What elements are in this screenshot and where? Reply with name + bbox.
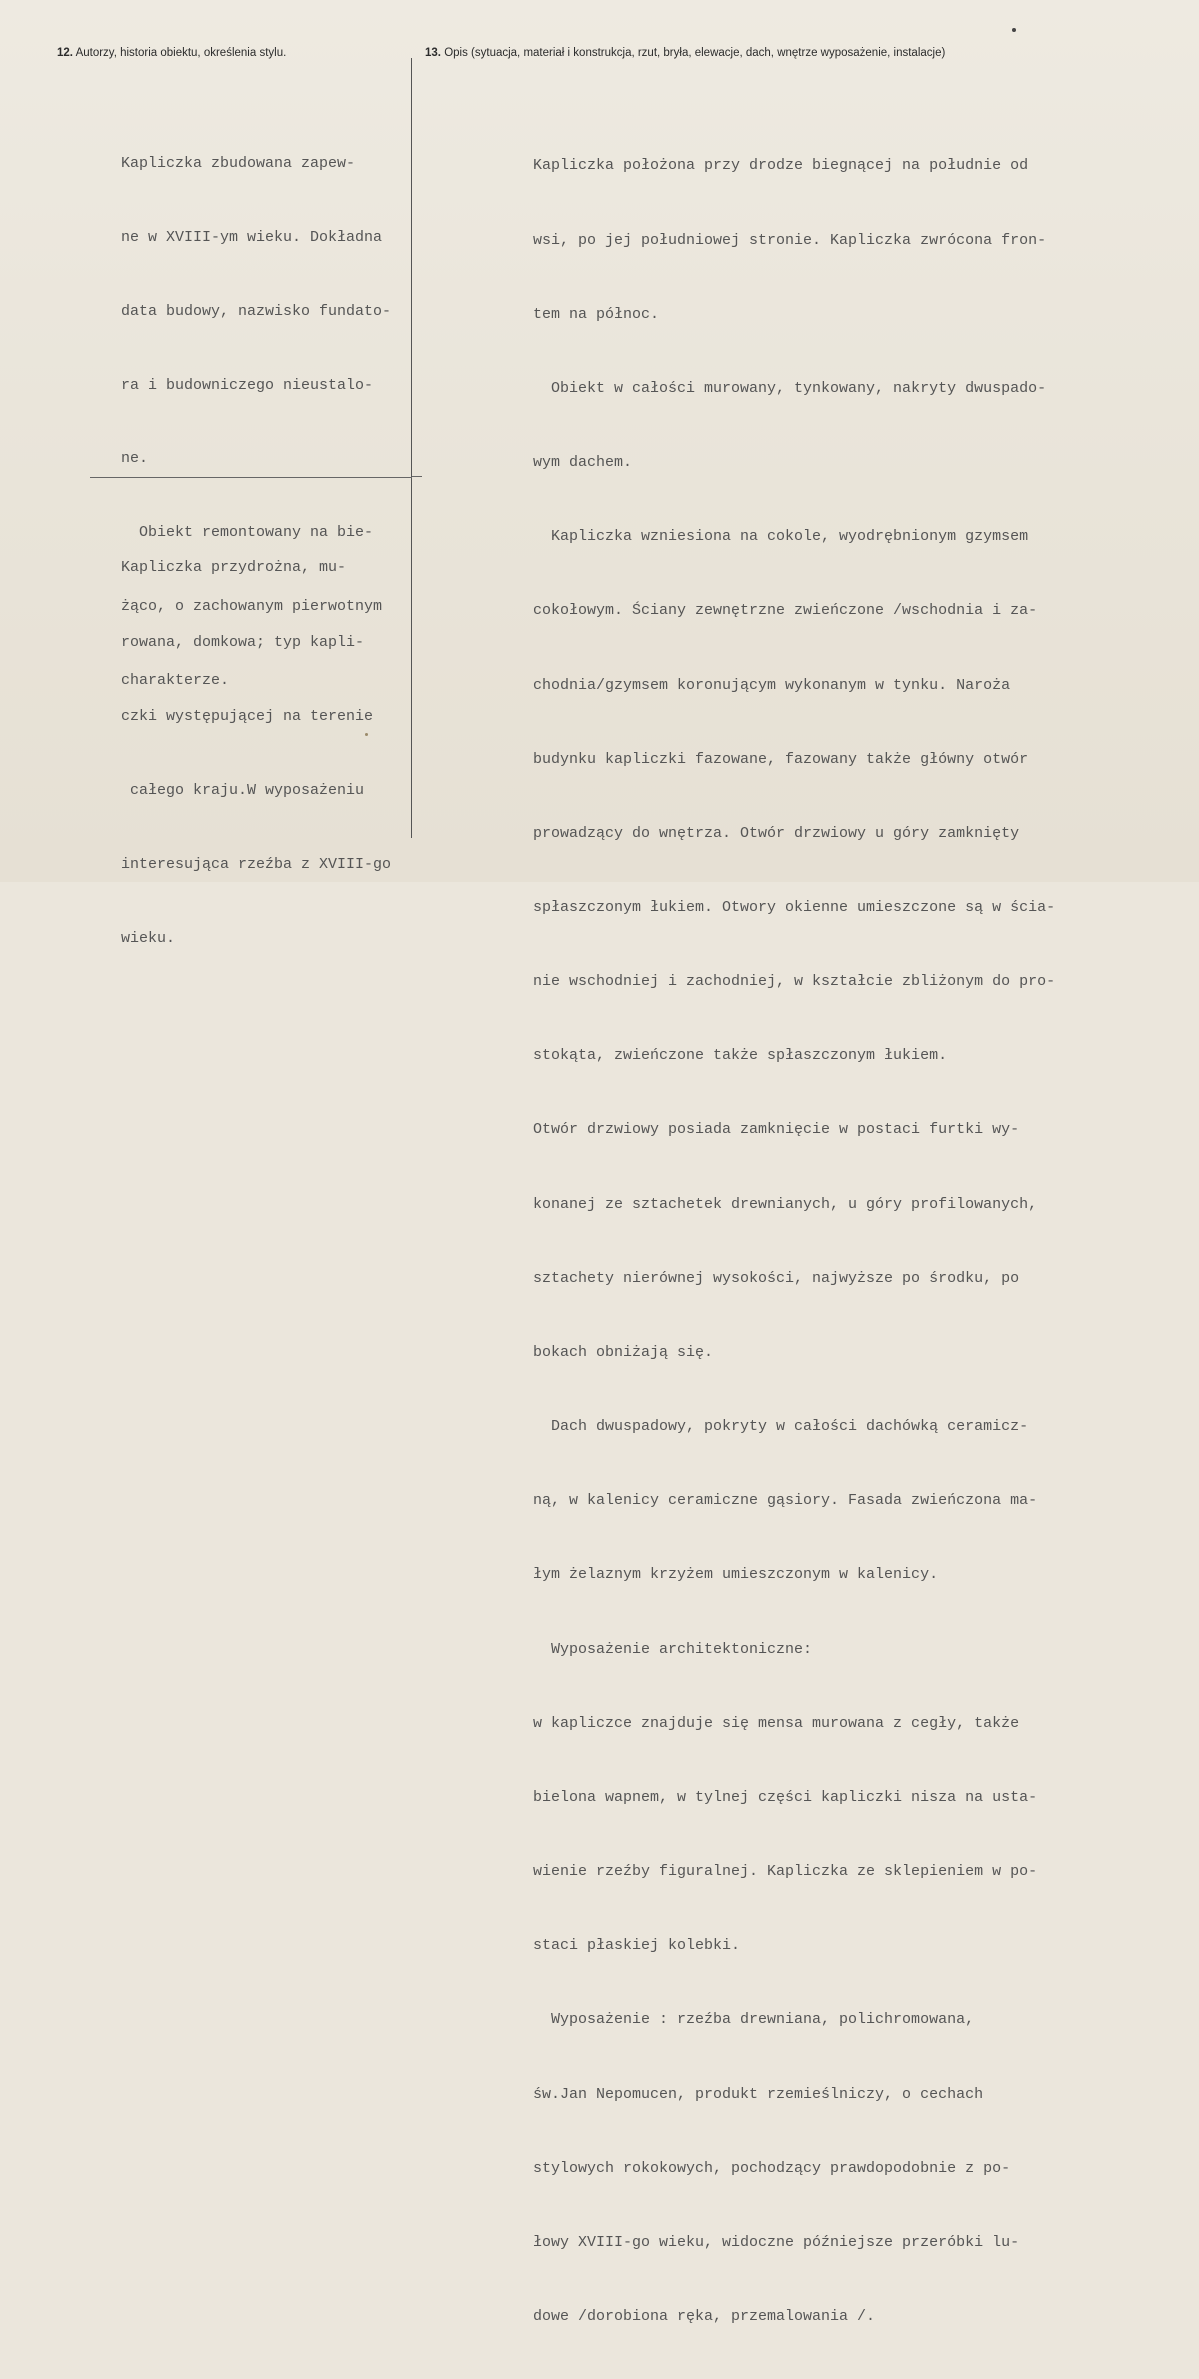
ink-speck bbox=[1012, 28, 1016, 32]
text-line: żąco, o zachowanym pierwotnym bbox=[121, 597, 383, 615]
text-line: ra i budowniczego nieustalo- bbox=[121, 376, 374, 394]
text-line: łowy XVIII-go wieku, widoczne późniejsze przeróbki lu- bbox=[533, 2233, 1020, 2251]
text-line: dowe /dorobiona ręka, przemalowania /. bbox=[533, 2307, 876, 2325]
section-13-header bbox=[425, 47, 945, 59]
text-line: bielona wapnem, w tylnej części kapliczki nisza na usta- bbox=[533, 1788, 1038, 1806]
text-line: data budowy, nazwisko fundato- bbox=[121, 302, 392, 320]
text-line: Wyposażenie : rzeźba drewniana, polichromowana, bbox=[533, 2011, 975, 2029]
text-line: ne w XVIII-ym wieku. Dokładna bbox=[121, 228, 383, 246]
section-12-title: Autorzy, historia obiektu, określenia stylu. bbox=[75, 47, 287, 59]
text-line: czki występującej na terenie bbox=[121, 707, 374, 725]
text-line: Obiekt remontowany na bie- bbox=[121, 524, 374, 542]
text-line: ną, w kalenicy ceramiczne gąsiory. Fasada zwieńczona ma- bbox=[533, 1492, 1038, 1510]
text-line: Otwór drzwiowy posiada zamknięcie w postaci furtki wy- bbox=[533, 1121, 1020, 1139]
text-line: wym dachem. bbox=[533, 454, 633, 472]
text-line: spłaszczonym łukiem. Otwory okienne umieszczone są w ścia- bbox=[533, 899, 1056, 916]
style-definition-text bbox=[121, 507, 391, 1001]
text-line: budynku kapliczki fazowane, fazowany także główny otwór bbox=[533, 750, 1029, 768]
text-line: sztachety nierównej wysokości, najwyższe po środku, po bbox=[533, 1269, 1020, 1287]
text-line: Kapliczka przydrożna, mu- bbox=[121, 559, 347, 577]
text-line: konanej ze sztachetek drewnianych, u góry profilowanych, bbox=[533, 1195, 1038, 1213]
text-line: św.Jan Nepomucen, produkt rzemieślniczy, o cechach bbox=[533, 2085, 984, 2103]
text-line: rowana, domkowa; typ kapli- bbox=[121, 633, 365, 651]
section-13-title: Opis (sytuacja, materiał i konstrukcja, rzut, bryła, elewacje, dach, wnętrze wyposażenie, instalacje) bbox=[444, 47, 946, 59]
text-line: staci płaskiej kolebki. bbox=[533, 1937, 741, 1955]
text-line: Obiekt w całości murowany, tynkowany, nakryty dwuspado- bbox=[533, 379, 1047, 397]
text-line: bokach obniżają się. bbox=[533, 1343, 714, 1361]
section-12-number: 12. bbox=[57, 47, 73, 59]
text-line: interesująca rzeźba z XVIII-go bbox=[121, 855, 392, 873]
section-12-header bbox=[57, 47, 286, 59]
column-divider bbox=[411, 58, 412, 838]
text-line: chodnia/gzymsem koronującym wykonanym w tynku. Naroża bbox=[533, 676, 1011, 694]
text-line: Kapliczka wzniesiona na cokole, wyodrębnionym gzymsem bbox=[533, 528, 1029, 546]
text-line: wsi, po jej południowej stronie. Kapliczka zwrócona fron- bbox=[533, 231, 1047, 249]
text-line: stokąta, zwieńczone także spłaszczonym łukiem. bbox=[533, 1047, 948, 1065]
text-line: cokołowym. Ściany zewnętrzne zwieńczone /wschodnia i za- bbox=[533, 602, 1038, 620]
text-line: Kapliczka położona przy drodze biegnącej na południe od bbox=[533, 157, 1029, 175]
text-line: Wyposażenie architektoniczne: bbox=[533, 1640, 813, 1658]
text-line: ne. bbox=[121, 450, 149, 468]
text-line: nie wschodniej i zachodniej, w kształcie zbliżonym do pro- bbox=[533, 973, 1056, 991]
text-line: tem na północ. bbox=[533, 305, 660, 323]
text-line: całego kraju.W wyposażeniu bbox=[121, 781, 365, 799]
text-line: łym żelaznym krzyżem umieszczonym w kalenicy. bbox=[533, 1566, 939, 1584]
text-line: wienie rzeźby figuralnej. Kapliczka ze sklepieniem w po- bbox=[533, 1863, 1038, 1881]
text-line: Kapliczka zbudowana zapew- bbox=[121, 155, 356, 173]
left-section-divider-tick bbox=[412, 476, 422, 477]
section-13-number: 13. bbox=[425, 47, 441, 59]
text-line: w kapliczce znajduje się mensa murowana z cegły, także bbox=[533, 1714, 1020, 1732]
text-line: Dach dwuspadowy, pokryty w całości dachówką ceramicz- bbox=[533, 1418, 1029, 1436]
description-text bbox=[533, 105, 1055, 2379]
text-line: prowadzący do wnętrza. Otwór drzwiowy u góry zamknięty bbox=[533, 824, 1020, 842]
text-line: stylowych rokokowych, pochodzący prawdopodobnie z po- bbox=[533, 2159, 1011, 2177]
text-line: charakterze. bbox=[121, 671, 230, 689]
text-line: wieku. bbox=[121, 929, 176, 947]
